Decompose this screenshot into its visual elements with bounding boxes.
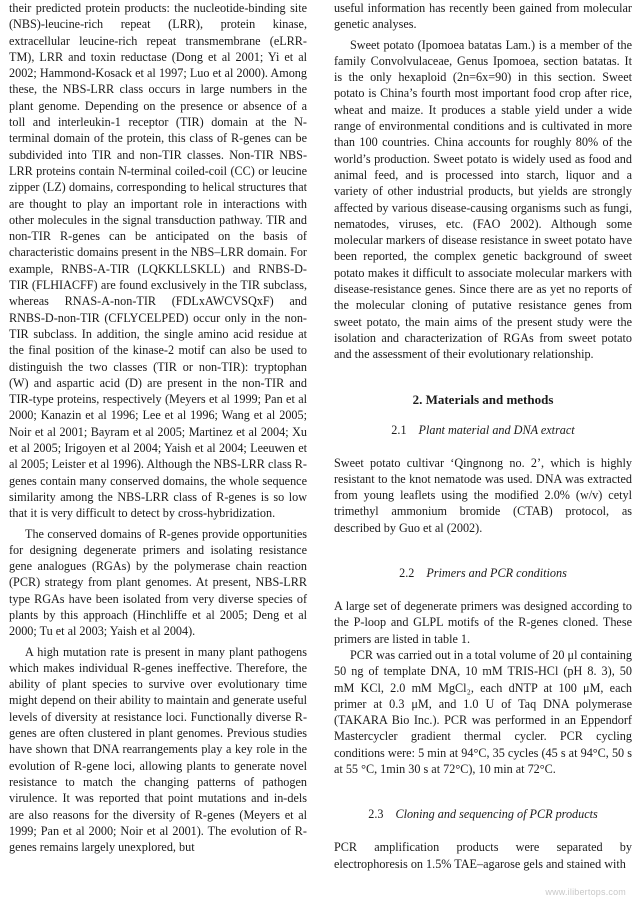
left-column	[9, 0, 307, 855]
body-paragraph: A large set of degenerate primers was designed according to the P-loop and GLPL motifs of the R-genes cloned. These primers are listed in table 1.	[334, 599, 632, 646]
watermark: www.ilibertops.com	[545, 887, 626, 897]
right-column	[334, 0, 632, 872]
subsection-title: Plant material and DNA extract	[418, 422, 575, 437]
subsection-number: 2.3	[368, 807, 384, 822]
body-paragraph: PCR amplification products were separated by electrophoresis on 1.5% TAE–agarose gels and stained with	[334, 840, 632, 871]
body-paragraph: Sweet potato (Ipomoea batatas Lam.) is a member of the family Convolvulaceae, Genus Ipomoea, section batatas. It is the only hexaploid (2n=6x=90) in this section. Sweet potato is China’s fourth most important food crop after rice, wheat and maize. It produces a stable yield under a wide range of environmental conditions and is cultivated in more than 100 countries. China accounts for roughly 80% of the world’s production. Sweet potato is widely used as food and animal feed, and is processed into starch, liquor and a variety of other industrial products, but yields are strongly affected by various disease-causing organisms such as fungi, nematodes, viruses, etc. (FAO 2002). Although some molecular markers of disease resistance in sweet potato have been reported, the complex genetic background of sweet potato makes it difficult to associate molecular markers with disease-resistance genes. Since there are as yet no reports of the molecular cloning of putative resistance genes from sweet potato, the main aims of the present study were the isolation and characterization of RGAs from sweet potato and the assessment of their evolutionary relationship.	[334, 37, 632, 362]
body-paragraph: A high mutation rate is present in many plant pathogens which makes individual R-genes ineffective. Therefore, the ability of plant species to survive over evolutionary time might depend on their ability to maintain and generate useful levels of diversity at resistance loci. Functionally diverse R-genes are often clustered in plant genomes. Previous studies have shown that DNA rearrangements play a key role in the evolution of R-gene loci, allowing plants to generate novel resistance to match the changing patterns of pathogen virulence. It was reported that point mutations and in-dels are also reasons for the diversity of R-genes (Meyers et al 1999; Pan et al 2000; Noir et al 2001). The evolution of R-genes remains largely unexplored, but	[9, 644, 307, 855]
subsection-heading	[334, 564, 632, 582]
body-paragraph: their predicted protein products: the nucleotide-binding site (NBS)-leucine-rich repeat (LRR), protein kinase, extracellular leucine-rich repeat transmembrane (eLRR-TM), LRR and toxin reductase (Dong et al 2001; Yi et al 2002; Hammond-Kosack et al 1997; Luo et al 2000). Among these, the NBS-LRR class occurs in large numbers in the plant genome. Depending on the presence or absence of a toll and interleukin-1 receptor (TIR) domain at the N-terminal domain of the protein, this class of R-genes can be subdivided into TIR and non-TIR classes. Non-TIR NBS-LRR proteins contain N-terminal coiled-coil (CC) or leucine zipper (LZ) domains, corresponding to helical structures that are thought to play an important role in interactions with other molecules in the signal transduction pathway. TIR and non-TIR R-genes can be anticipated on the basis of characteristic domains present in the NBS–LRR domain. For example, RNBS-A-TIR (LQKKLLSKLL) and RNBS-D-TIR (FLHIACFF) are found exclusively in the TIR subclass, whereas RNAS-A-non-TIR (FDLxAWCVSQxF) and RNBS-D-non-TIR (CFLYCELPED) occur only in the non-TIR subclass. In addition, the single amino acid residue at the final position of the kinase-2 motif can also be used to distinguish the two classes (TIR or non-TIR): tryptophan (W) and aspartic acid (D) are present in the non-TIR and TIR-type proteins, respectively (Meyers et al 1999; Pan et al 2000; Kanazin et al 1996; Lee et al 1996; Wang et al 2005; Noir et al 2001; Bayram et al 2005; Martinez et al 2004; Xu et al 2005; Irigoyen et al 2004; Yaish et al 2004; Leeuwen et al 2005; Leister et al 1996). Although the NBS-LRR class R-genes contain many conserved domains, the whole sequence similarity among the NBS-LRR class of R-genes is so low that it is very difficult to detect by cross-hybridization.	[9, 1, 307, 521]
body-paragraph: The conserved domains of R-genes provide opportunities for designing degenerate primers and isolating resistance gene analogues (RGAs) by the polymerase chain reaction (PCR) strategy from plant genomes. At present, NBS-LRR type RGAs have been isolated from very diverse species of plants by this approach (Hinchliffe et al 2005; Deng et al 2000; Tu et al 2003; Yaish et al 2004).	[9, 526, 307, 639]
subsection-title: Primers and PCR conditions	[426, 566, 567, 581]
subsection-number: 2.2	[399, 566, 415, 581]
section-heading: 2. Materials and methods	[412, 391, 554, 407]
subsection-number: 2.1	[391, 422, 407, 437]
body-paragraph: PCR was carried out in a total volume of 20 μl containing 50 ng of template DNA, 10 mM TRIS-HCl (pH 8. 3), 50 mM KCl, 2.0 mM MgCl₂, each dNTP at 100 μM, each primer at 0.3 μM, and 1.0 U of Taq DNA polymerase (TAKARA Bio Inc.). PCR was performed in an Eppendorf Mastercycler gradient thermal cycler. PCR cycling conditions were: 5 min at 94°C, 35 cycles (45 s at 94°C, 50 s at 55 °C, 1min 30 s at 72°C), 10 min at 72°C.	[334, 647, 632, 776]
subsection-heading	[334, 805, 632, 823]
subsection-heading	[334, 421, 632, 439]
body-paragraph: Sweet potato cultivar ‘Qingnong no. 2’, which is highly resistant to the knot nematode was used. DNA was extracted from young leaflets using the modified 2.0% (w/v) cetyl trimethyl ammonium bromide (CTAB) protocol, as described by Guo et al (2002).	[334, 455, 632, 535]
subsection-title: Cloning and sequencing of PCR products	[395, 807, 598, 822]
body-paragraph: useful information has recently been gained from molecular genetic analyses.	[334, 1, 632, 32]
